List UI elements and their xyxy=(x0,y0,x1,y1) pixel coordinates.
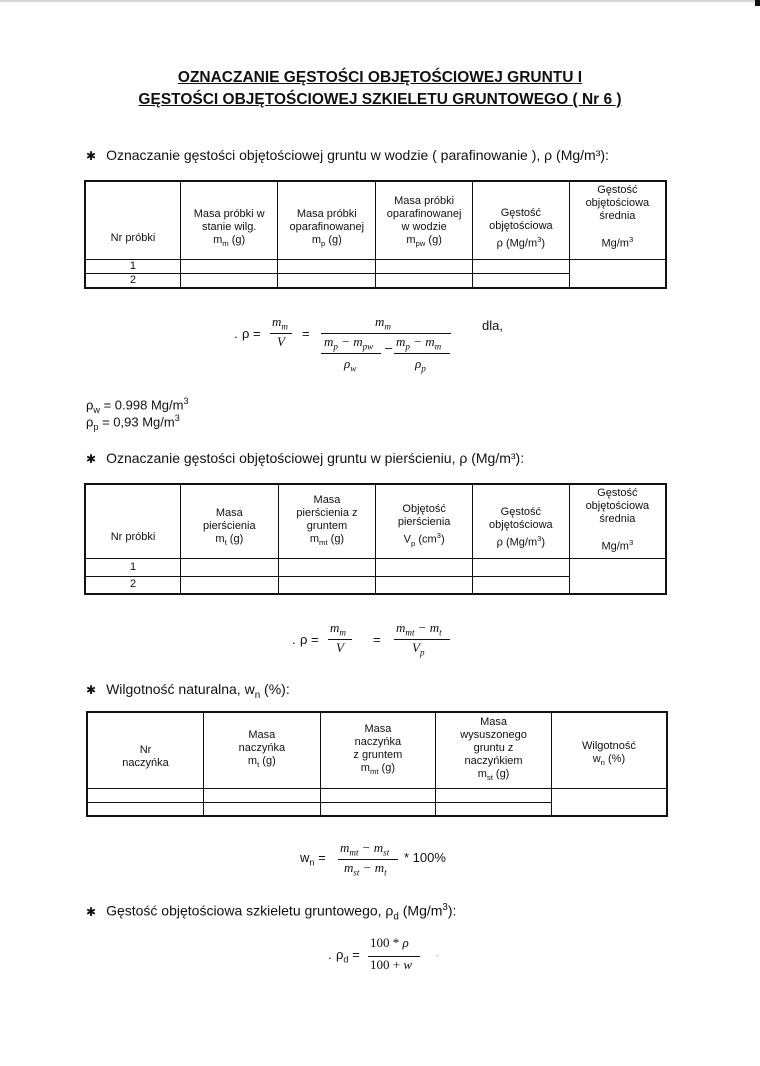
input-cell[interactable] xyxy=(278,576,376,594)
input-cell[interactable] xyxy=(204,802,321,816)
input-cell[interactable] xyxy=(278,273,376,288)
header-cell: Masa próbki w stanie wilg. $m_m$ (g) xyxy=(180,181,277,259)
scan-dot: ◦ xyxy=(436,951,439,960)
input-cell[interactable] xyxy=(181,558,279,576)
section-1-heading: ✱ Oznaczanie gęstości objętościowej gruntu w wodzie ( parafinowanie ), ρ (Mg/m³): xyxy=(86,147,609,163)
table-paraffin-header xyxy=(85,181,666,259)
header-cell: Masa naczyńka $m_t$ (g) xyxy=(204,712,321,788)
table-ring xyxy=(84,483,667,595)
input-cell[interactable] xyxy=(278,259,376,273)
input-cell[interactable] xyxy=(473,259,570,273)
row-number: 2 xyxy=(85,273,180,288)
constant-rho-w: $\rho_w = 0.998$ $Mg/m^3$ xyxy=(86,396,189,415)
input-cell[interactable] xyxy=(569,558,666,594)
table-moisture xyxy=(86,711,668,817)
input-cell[interactable] xyxy=(180,259,277,273)
bullet-asterisk-icon: ✱ xyxy=(86,452,97,466)
input-cell[interactable] xyxy=(320,802,436,816)
header-cell: Nr próbki xyxy=(85,484,181,558)
input-cell[interactable] xyxy=(376,576,473,594)
input-cell[interactable] xyxy=(376,273,473,288)
formula-moisture: $w_n$ = $m_{mt} - m_{st}$ $m_{st} - m_t$ * 100% xyxy=(300,840,446,878)
input-cell[interactable] xyxy=(569,259,666,288)
row-number: 2 xyxy=(85,576,181,594)
formula-ring: . ρ = $m_m$ V = $m_{mt} - m_t$ $V_p$ xyxy=(290,618,490,662)
header-cell: Masa pierścienia $m_t$ (g) xyxy=(181,484,279,558)
header-cell: Masa próbki oparafinowanej w wodzie $m_{pw}$ (g) xyxy=(376,181,473,259)
header-cell: Objętość pierścienia $V_p$ $(cm^3)$ xyxy=(376,484,473,558)
header-cell: Masa naczyńka z gruntem $m_{mt}$ (g) xyxy=(320,712,436,788)
header-cell: Nr próbki xyxy=(85,181,180,259)
header-cell: Gęstość objętościowa ρ $(Mg/m^3)$ xyxy=(473,181,570,259)
table-row xyxy=(85,259,666,273)
input-cell[interactable] xyxy=(436,788,552,802)
section-4-heading: ✱ Gęstość objętościowa szkieletu gruntowego, $\rho_d$ $(Mg/m^3)$: xyxy=(86,902,457,923)
table-paraffin xyxy=(84,180,667,289)
table-row xyxy=(87,788,667,802)
title-line-2: GĘSTOŚCI OBJĘTOŚCIOWEJ SZKIELETU GRUNTOWEGO ( Nr 6 ) xyxy=(138,91,622,108)
scan-corner-mark xyxy=(755,0,760,6)
header-cell: Gęstość objętościowa średnia $Mg/m^3$ xyxy=(569,181,666,259)
input-cell[interactable] xyxy=(472,576,569,594)
input-cell[interactable] xyxy=(87,802,204,816)
input-cell[interactable] xyxy=(204,788,321,802)
input-cell[interactable] xyxy=(180,273,277,288)
header-cell: Wilgotność $w_n$ (%) xyxy=(551,712,667,788)
input-cell[interactable] xyxy=(472,558,569,576)
input-cell[interactable] xyxy=(181,576,279,594)
title-line-1: OZNACZANIE GĘSTOŚCI OBJĘTOŚCIOWEJ GRUNTU I xyxy=(177,69,583,86)
section-2-heading: ✱ Oznaczanie gęstości objętościowej gruntu w pierścieniu, ρ (Mg/m³): xyxy=(86,450,525,466)
header-cell: Masa próbki oparafinowanej $m_p$ (g) xyxy=(278,181,376,259)
table-moisture-header xyxy=(87,712,667,788)
input-cell[interactable] xyxy=(436,802,552,816)
header-cell: Gęstość objętościowa średnia $Mg/m^3$ xyxy=(569,484,666,558)
bullet-asterisk-icon: ✱ xyxy=(86,904,97,919)
header-cell: Masa pierścienia z gruntem $m_{mt}$ (g) xyxy=(278,484,376,558)
input-cell[interactable] xyxy=(376,259,473,273)
constant-rho-p: $\rho_p = 0,93$ $Mg/m^3$ xyxy=(86,413,180,432)
input-cell[interactable] xyxy=(376,558,473,576)
scan-top-edge xyxy=(0,0,760,2)
row-number: 1 xyxy=(85,558,181,576)
table-ring-header xyxy=(85,484,666,558)
formula-paraffin: . ρ = $m_m$ V = $m_m$ $m_p - m_{pw}$ – $m_p - m_m$ $\rho_w$ $\rho_p$ dla, xyxy=(234,314,503,374)
table-row xyxy=(85,558,666,576)
bullet-asterisk-icon: ✱ xyxy=(86,683,97,697)
section-3-heading: ✱ Wilgotność naturalna, $w_n$ (%): xyxy=(86,681,290,701)
input-cell[interactable] xyxy=(278,558,376,576)
input-cell[interactable] xyxy=(87,788,204,802)
input-cell[interactable] xyxy=(320,788,436,802)
header-cell: Gęstość objętościowa ρ $(Mg/m^3)$ xyxy=(472,484,569,558)
input-cell[interactable] xyxy=(551,788,667,816)
header-cell: Masa wysuszonego gruntu z naczyńkiem $m_{st}$ (g) xyxy=(436,712,552,788)
input-cell[interactable] xyxy=(473,273,570,288)
header-cell: Nr naczyńka xyxy=(87,712,204,788)
formula-dry-density: . $\rho_d$ = 100 * ρ 100 + w ◦ xyxy=(328,935,439,972)
bullet-asterisk-icon: ✱ xyxy=(86,149,97,163)
row-number: 1 xyxy=(85,259,180,273)
